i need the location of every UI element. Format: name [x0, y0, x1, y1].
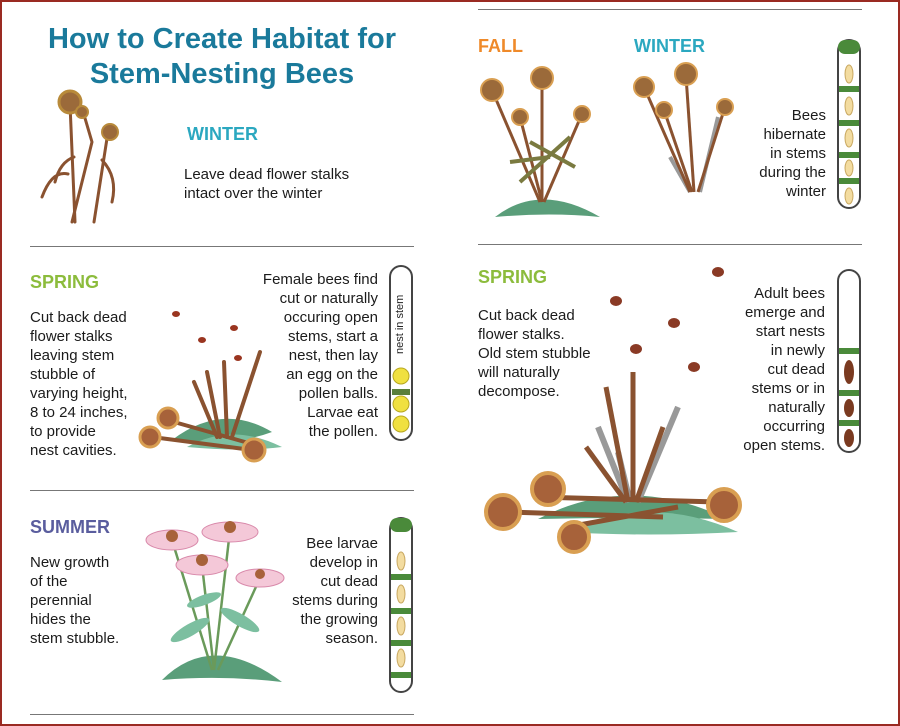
- hibernation-tube-icon: [836, 38, 864, 210]
- fall-heading: FALL: [478, 36, 523, 56]
- cut-stalks-bees-illustration: [132, 302, 282, 472]
- right-winter-heading: WINTER: [634, 36, 705, 56]
- section-divider: [478, 9, 862, 10]
- fall-plant-illustration: [480, 62, 610, 222]
- right-winter-text: Bees hibernate in stems during the winter: [759, 107, 826, 200]
- summer-bee-text: Bee larvae develop in cut dead stems during the growing season.: [292, 535, 378, 647]
- right-spring-heading: SPRING: [478, 267, 548, 287]
- left-spring-text: Cut back dead flower stalks leaving stem stubble of varying height, 8 to 24 inches, to provide nest cavities.: [30, 309, 128, 459]
- page-title: How to Create Habitat for Stem-Nesting Bees: [47, 23, 397, 90]
- left-winter-heading: WINTER: [187, 124, 258, 144]
- summer-text: New growth of the perennial hides the stem stubble.: [30, 554, 120, 647]
- section-divider: [30, 714, 414, 715]
- larvae-tube-icon: [388, 516, 416, 696]
- coneflower-illustration: [142, 510, 292, 690]
- left-winter-text: Leave dead flower stalks intact over the winter: [184, 166, 350, 202]
- left-spring-heading: SPRING: [30, 272, 100, 292]
- cut-stubble-bees-illustration: [478, 257, 748, 557]
- section-divider: [30, 490, 414, 491]
- nest-tube-icon: [388, 264, 416, 444]
- section-divider: [30, 246, 414, 247]
- summer-heading: SUMMER: [30, 517, 110, 537]
- nest-in-stem-label: nest in stem: [394, 294, 406, 354]
- dead-flower-stalks-illustration: [30, 82, 140, 232]
- section-divider: [478, 244, 862, 245]
- right-spring-bee-text: Adult bees emerge and start nests in newly cut dead stems or in naturally occurring open stems.: [743, 285, 825, 454]
- left-spring-bee-text: Female bees find cut or naturally occuring open stems, start a nest, then lay an egg on the pollen balls. Larvae eat the pollen.: [262, 271, 378, 440]
- emerging-bees-tube-icon: [836, 268, 864, 454]
- right-spring-text: Cut back dead flower stalks. Old stem stubble will naturally decompose.: [478, 307, 591, 400]
